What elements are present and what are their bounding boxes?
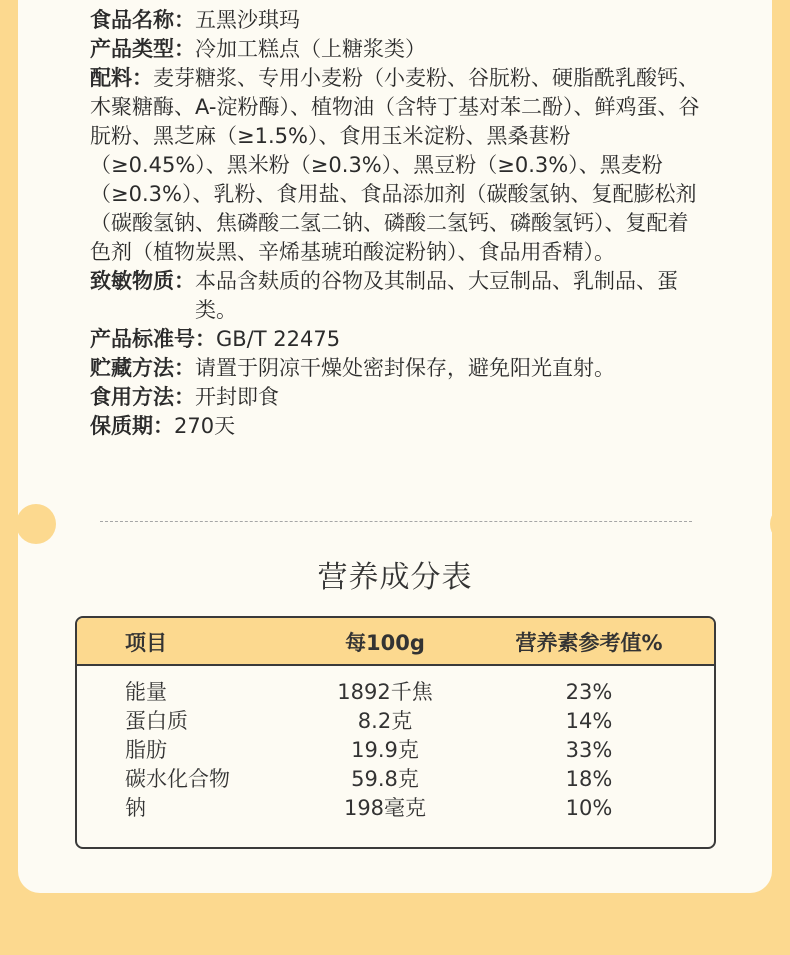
info-row-allergens	[90, 267, 700, 325]
info-value: 本品含麸质的谷物及其制品、大豆制品、乳制品、蛋类。	[195, 269, 678, 322]
nutrient-name: 能量	[125, 680, 167, 704]
info-label: 食用方法：	[90, 385, 195, 409]
info-row-shelf-life	[90, 412, 700, 441]
info-row-standard	[90, 325, 700, 354]
nutrient-amount: 19.9克	[351, 738, 419, 762]
nutrient-nrv: 23%	[565, 680, 613, 704]
info-row-storage	[90, 354, 700, 383]
table-row	[77, 765, 714, 794]
info-value: 开封即食	[195, 385, 279, 409]
table-row	[77, 736, 714, 765]
info-label: 配料：	[90, 66, 153, 90]
table-body	[77, 666, 714, 823]
header-item: 项目	[125, 631, 167, 655]
nutrient-name: 脂肪	[125, 738, 167, 762]
card-notch-left	[16, 504, 56, 544]
nutrition-title: 营养成分表	[317, 560, 473, 595]
nutrient-amount: 198毫克	[343, 796, 427, 820]
dashed-divider	[100, 521, 692, 522]
header-per-100g: 每100g	[345, 631, 425, 655]
table-header	[77, 618, 714, 666]
table-row	[77, 707, 714, 736]
nutrient-name: 蛋白质	[125, 709, 188, 733]
info-value: 270天	[174, 414, 236, 438]
table-row	[77, 678, 714, 707]
nutrition-table	[75, 616, 716, 849]
nutrient-nrv: 33%	[565, 738, 613, 762]
nutrient-nrv: 10%	[565, 796, 613, 820]
info-row-ingredients	[90, 64, 700, 267]
info-label: 食品名称：	[90, 8, 195, 32]
table-row	[77, 794, 714, 823]
card-notch-right	[770, 504, 790, 544]
nutrient-nrv: 18%	[565, 767, 613, 791]
info-value: 请置于阴凉干燥处密封保存，避免阳光直射。	[195, 356, 615, 380]
info-row-usage	[90, 383, 700, 412]
info-label: 致敏物质：	[90, 269, 195, 293]
nutrient-nrv: 14%	[565, 709, 613, 733]
nutrient-amount: 59.8克	[351, 767, 419, 791]
info-label: 产品标准号：	[90, 327, 216, 351]
nutrient-name: 碳水化合物	[125, 767, 230, 791]
nutrient-amount: 8.2克	[357, 709, 413, 733]
header-nrv: 营养素参考值%	[515, 631, 663, 655]
nutrient-amount: 1892千焦	[337, 680, 433, 704]
info-label: 产品类型：	[90, 37, 195, 61]
nutrient-name: 钠	[125, 796, 146, 820]
info-label: 贮藏方法：	[90, 356, 195, 380]
info-row-type	[90, 35, 700, 64]
info-value: 冷加工糕点（上糖浆类）	[195, 37, 426, 61]
info-label: 保质期：	[90, 414, 174, 438]
info-value: GB/T 22475	[216, 327, 341, 351]
info-value: 麦芽糖浆、专用小麦粉（小麦粉、谷朊粉、硬脂酰乳酸钙、木聚糖酶、A-淀粉酶）、植物油（含特丁基对苯二酚）、鲜鸡蛋、谷朊粉、黑芝麻（≥1.5%）、食用玉米淀粉、黑桑葚粉（≥0.45%）、黑米粉（≥0.3%）、黑豆粉（≥0.3%）、黑麦粉（≥0.3%）、乳粉、食用盐、食品添加剂（碳酸氢钠、复配膨松剂（碳酸氢钠、焦磷酸二氢二钠、磷酸二氢钙、磷酸氢钙）、复配着色剂（植物炭黑、辛烯基琥珀酸淀粉钠）、食品用香精）。	[90, 66, 700, 264]
info-value: 五黑沙琪玛	[195, 8, 300, 32]
info-row-name	[90, 6, 700, 35]
product-info	[90, 6, 700, 441]
